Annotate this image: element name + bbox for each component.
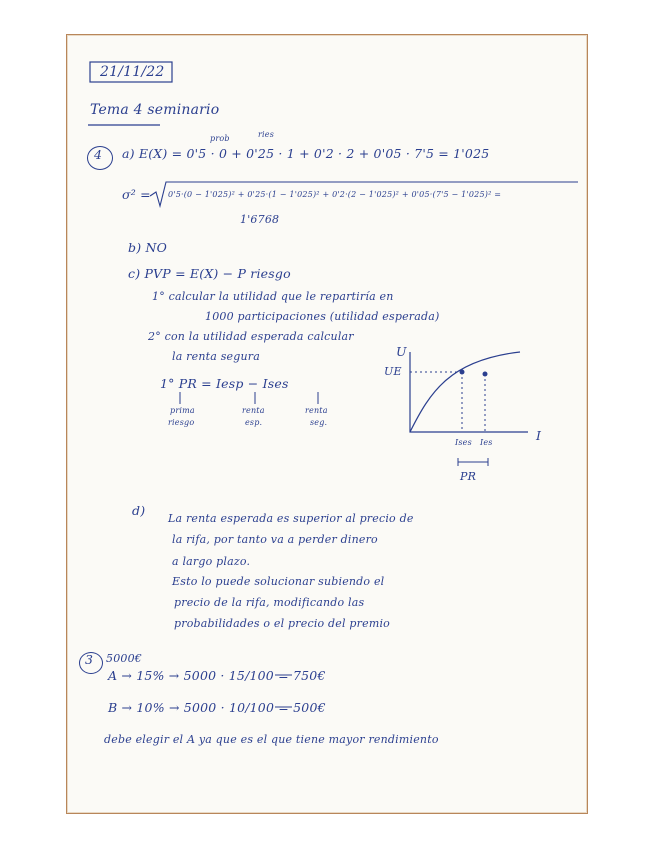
point-ises: [460, 370, 465, 375]
pr-label-prima: prima: [170, 406, 195, 415]
d-line-2: la rifa, por tanto va a perder dinero: [172, 533, 378, 546]
annot-ries: ries: [258, 130, 275, 139]
part-c: c) PVP = E(X) − P riesgo: [128, 266, 291, 281]
graph-ue-label: UE: [384, 365, 402, 378]
part-a: a) E(X) = 0'5 · 0 + 0'25 · 1 + 0'2 · 2 + 0'05 · 7'5 = 1'025: [122, 146, 490, 161]
exercise-3-number: 3: [85, 652, 94, 667]
c-step1-a: 1° calcular la utilidad que le repartiría en: [152, 290, 394, 303]
date: 21/11/22: [100, 64, 165, 80]
d-line-6: probabilidades o el precio del premio: [174, 617, 391, 630]
pr-label-esp: esp.: [245, 418, 263, 427]
d-line-3: a largo plazo.: [172, 555, 251, 568]
ex3-line-b: B → 10% → 5000 · 10/100 = 500€: [108, 700, 326, 715]
part-d: d): [132, 503, 146, 518]
graph-ies-label: Ies: [480, 438, 493, 447]
graph-u-label: U: [396, 344, 407, 359]
sigma-lhs: σ² =: [122, 187, 151, 202]
ex3-conclusion: debe elegir el A ya que es el que tiene mayor rendimiento: [104, 733, 439, 746]
graph-axes: [410, 352, 528, 432]
graph-ises-label: Ises: [455, 438, 472, 447]
ex3-line-a: A → 15% → 5000 · 15/100 = 750€: [108, 668, 326, 683]
pr-label-riesgo: riesgo: [168, 418, 195, 427]
part-b: b) NO: [128, 240, 168, 255]
date-box: [90, 62, 172, 82]
pr-formula: 1° PR = Iesp − Ises: [160, 376, 289, 391]
ex3-amount: 5000€: [106, 652, 142, 665]
sigma-result: 1'6768: [240, 213, 280, 226]
exercise-4-number: 4: [94, 147, 103, 162]
c-step1-b: 1000 participaciones (utilidad esperada): [205, 310, 440, 323]
utility-curve: [410, 352, 520, 432]
pr-label-renta2: renta: [305, 406, 328, 415]
d-line-4: Esto lo puede solucionar subiendo el: [172, 575, 385, 588]
d-line-5: precio de la rifa, modificando las: [174, 596, 365, 609]
sigma-rhs: 0'5·(0 − 1'025)² + 0'25·(1 − 1'025)² + 0'2·(2 − 1'025)² + 0'05·(7'5 − 1'025)² =: [168, 190, 502, 199]
c-step2-b: la renta segura: [172, 350, 260, 363]
graph-pr-label: PR: [460, 470, 477, 483]
graph-i-label: I: [536, 428, 542, 443]
title: Tema 4 seminario: [90, 102, 220, 118]
pr-bracket: [458, 458, 488, 466]
pr-label-renta: renta: [242, 406, 265, 415]
pr-label-seg: seg.: [310, 418, 328, 427]
point-ies: [483, 372, 488, 377]
c-step2-a: 2° con la utilidad esperada calcular: [148, 330, 354, 343]
d-line-1: La renta esperada es superior al precio de: [168, 512, 414, 525]
annot-prob: prob: [210, 134, 230, 143]
